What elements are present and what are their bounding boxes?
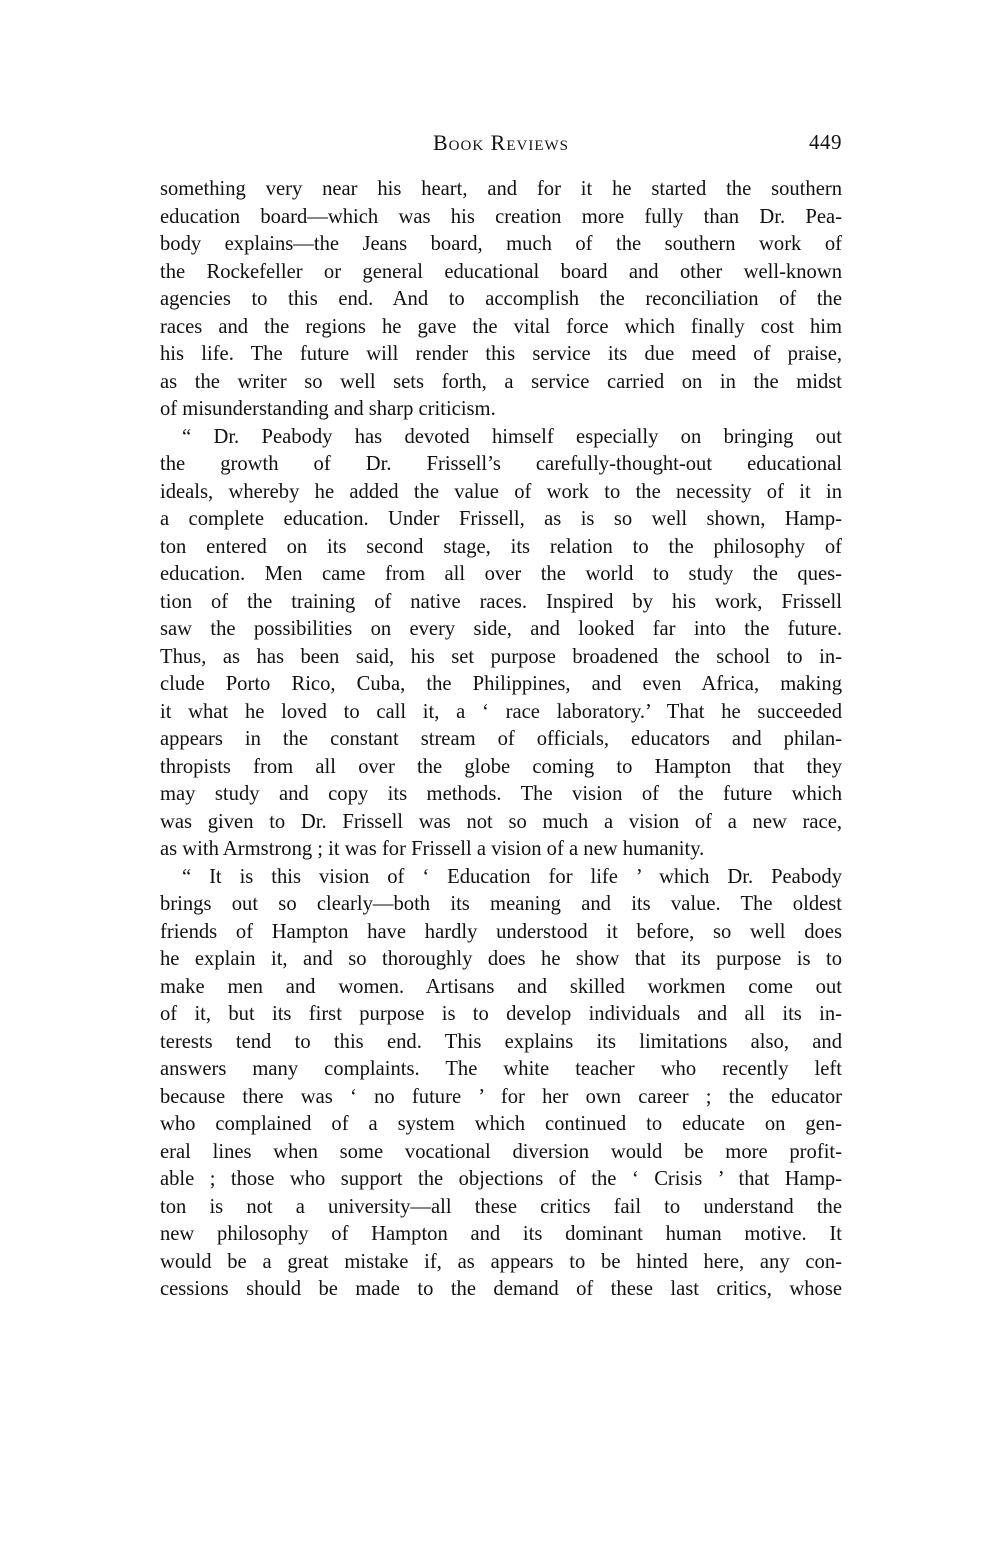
text-line: would be a great mistake if, as appears to be hinted here, any con- <box>160 1250 842 1273</box>
text-line: able ; those who support the objections of the ‘ Crisis ’ that Hamp- <box>160 1168 842 1190</box>
text-line: new philosophy of Hampton and its dominant human motive. It <box>160 1223 842 1245</box>
text-line: as the writer so well sets forth, a service carried on in the midst <box>160 370 842 393</box>
text-line: education board—which was his creation more fully than Dr. Pea- <box>160 205 842 228</box>
text-line: answers many complaints. The white teacher who recently left <box>160 1058 842 1080</box>
text-line: “ It is this vision of ‘ Education for life ’ which Dr. Peabody <box>182 865 842 888</box>
text-line: ideals, whereby he added the value of work to the necessity of it in <box>160 480 842 503</box>
text-line: it what he loved to call it, a ‘ race laboratory.’ That he succeeded <box>160 700 842 723</box>
text-line: agencies to this end. And to accomplish the reconciliation of the <box>160 288 842 310</box>
book-page <box>160 124 842 1304</box>
text-line: something very near his heart, and for it he started the southern <box>160 178 842 200</box>
page-number: 449 <box>809 130 842 154</box>
text-line: brings out so clearly—both its meaning and its value. The oldest <box>160 893 842 915</box>
text-line: he explain it, and so thoroughly does he show that its purpose is to <box>160 948 842 970</box>
body-text <box>160 176 842 1304</box>
text-line: eral lines when some vocational diversion would be more profit- <box>160 1140 842 1163</box>
text-line: ton is not a university—all these critics fail to understand the <box>160 1195 842 1218</box>
text-line: body explains—the Jeans board, much of the southern work of <box>160 233 842 255</box>
text-line: was given to Dr. Frissell was not so much a vision of a new race, <box>160 810 842 833</box>
text-line: his life. The future will render this service its due meed of praise, <box>160 343 842 365</box>
text-line: Thus, as has been said, his set purpose broadened the school to in- <box>160 645 842 668</box>
text-line: tion of the training of native races. Inspired by his work, Frissell <box>160 590 842 613</box>
text-line: the growth of Dr. Frissell’s carefully-thought-out educational <box>160 453 842 475</box>
paragraph <box>160 176 842 424</box>
text-line: because there was ‘ no future ’ for her own career ; the educator <box>160 1085 842 1108</box>
text-line: terests tend to this end. This explains its limitations also, and <box>160 1030 842 1053</box>
text-line: make men and women. Artisans and skilled workmen come out <box>160 975 842 998</box>
text-line: a complete education. Under Frissell, as is so well shown, Hamp- <box>160 508 842 530</box>
paragraph <box>160 864 842 1304</box>
text-line: thropists from all over the globe coming to Hampton that they <box>160 755 842 778</box>
paragraph <box>160 424 842 864</box>
text-line: the Rockefeller or general educational board and other well-known <box>160 260 842 283</box>
text-line: of it, but its first purpose is to develop individuals and all its in- <box>160 1003 842 1025</box>
text-line: of misunderstanding and sharp criticism. <box>160 398 496 420</box>
text-line: friends of Hampton have hardly understood it before, so well does <box>160 920 842 943</box>
text-line: cessions should be made to the demand of these last critics, whose <box>160 1278 842 1300</box>
text-line: as with Armstrong ; it was for Frissell a vision of a new humanity. <box>160 838 705 860</box>
running-title: Book Reviews <box>433 130 569 155</box>
text-line: may study and copy its methods. The vision of the future which <box>160 783 842 805</box>
text-line: ton entered on its second stage, its relation to the philosophy of <box>160 535 842 558</box>
running-head <box>160 124 842 164</box>
text-line: who complained of a system which continued to educate on gen- <box>160 1113 842 1135</box>
text-line: “ Dr. Peabody has devoted himself especially on bringing out <box>182 425 842 448</box>
text-line: clude Porto Rico, Cuba, the Philippines, and even Africa, making <box>160 673 842 695</box>
text-line: races and the regions he gave the vital force which finally cost him <box>160 315 842 338</box>
text-line: appears in the constant stream of officials, educators and philan- <box>160 728 842 750</box>
text-line: saw the possibilities on every side, and looked far into the future. <box>160 618 842 640</box>
text-line: education. Men came from all over the world to study the ques- <box>160 563 842 585</box>
